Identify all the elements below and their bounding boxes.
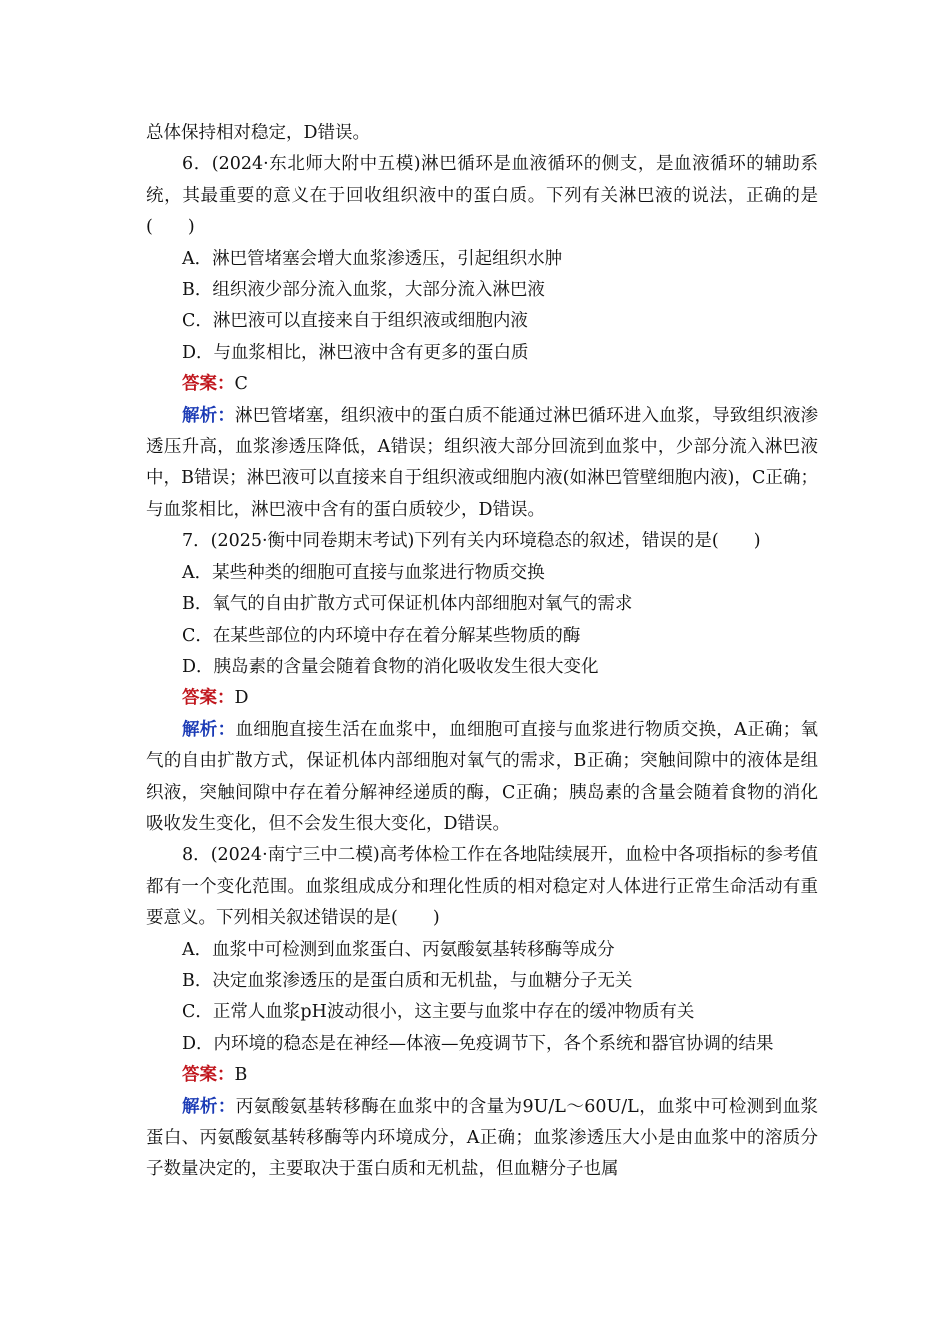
analysis-paragraph <box>146 1092 818 1186</box>
analysis-label: 解析： <box>182 719 236 740</box>
question-8 <box>146 840 818 1185</box>
option-b: B．决定血浆渗透压的是蛋白质和无机盐，与血糖分子无关 <box>182 970 633 991</box>
document-body <box>146 118 818 1186</box>
analysis-paragraph <box>146 401 818 527</box>
question-7 <box>146 526 818 840</box>
option-a: A．血浆中可检测到血浆蛋白、丙氨酸氨基转移酶等成分 <box>182 939 615 960</box>
option-a: A．淋巴管堵塞会增大血浆渗透压，引起组织水肿 <box>182 248 563 269</box>
option-b: B．氧气的自由扩散方式可保证机体内部细胞对氧气的需求 <box>182 594 633 615</box>
question-6 <box>146 149 818 526</box>
answer-line <box>146 1060 818 1091</box>
option-d: D．内环境的稳态是在神经—体液—免疫调节下，各个系统和器官协调的结果 <box>182 1033 774 1054</box>
answer-label: 答案： <box>182 374 235 395</box>
answer-line <box>146 683 818 714</box>
analysis-label: 解析： <box>182 405 236 426</box>
analysis-paragraph <box>146 715 818 841</box>
answer-value: D <box>234 688 249 709</box>
question-stem: 8．(2024·南宁三中二模)高考体检工作在各地陆续展开，血检中各项指标的参考值都有一个变化范围。血浆组成成分和理化性质的相对稳定对人体进行正常生命活动有重要意义。下列相关叙述错误的是( ) <box>146 845 818 929</box>
answer-value: C <box>234 374 248 395</box>
option-c: C．正常人血浆pH波动很小，这主要与血浆中存在的缓冲物质有关 <box>182 1002 695 1023</box>
analysis-label: 解析： <box>182 1096 236 1117</box>
question-stem: 7．(2025·衡中同卷期末考试)下列有关内环境稳态的叙述，错误的是( ) <box>182 531 761 552</box>
answer-label: 答案： <box>182 688 235 709</box>
option-d: D．与血浆相比，淋巴液中含有更多的蛋白质 <box>182 342 529 363</box>
option-b: B．组织液少部分流入血浆，大部分流入淋巴液 <box>182 280 545 301</box>
option-d: D．胰岛素的含量会随着食物的消化吸收发生很大变化 <box>182 656 599 677</box>
question-stem: 6．(2024·东北师大附中五模)淋巴循环是血液循环的侧支，是血液循环的辅助系统，其最重要的意义在于回收组织液中的蛋白质。下列有关淋巴液的说法，正确的是( ) <box>146 154 818 238</box>
answer-value: B <box>234 1065 248 1086</box>
continuation-text: 总体保持相对稳定，D错误。 <box>146 123 371 143</box>
option-c: C．淋巴液可以直接来自于组织液或细胞内液 <box>182 311 528 332</box>
analysis-text: 丙氨酸氨基转移酶在血浆中的含量为9U/L～60U/L，血浆中可检测到血浆蛋白、丙氨酸氨基转移酶等内环境成分，A正确；血浆渗透压大小是由血浆中的溶质分子数量决定的，主要取决于蛋白质和无机盐，但血糖分子也属 <box>146 1096 818 1180</box>
answer-line <box>146 369 818 400</box>
analysis-text: 淋巴管堵塞，组织液中的蛋白质不能通过淋巴循环进入血浆，导致组织液渗透压升高，血浆渗透压降低，A错误；组织液大部分回流到血浆中，少部分流入淋巴液中，B错误；淋巴液可以直接来自于组织液或细胞内液(如淋巴管壁细胞内液)，C正确；与血浆相比，淋巴液中含有的蛋白质较少，D错误。 <box>146 405 818 520</box>
option-a: A．某些种类的细胞可直接与血浆进行物质交换 <box>182 562 545 583</box>
answer-label: 答案： <box>182 1065 235 1086</box>
analysis-text: 血细胞直接生活在血浆中，血细胞可直接与血浆进行物质交换，A正确；氧气的自由扩散方式，保证机体内部细胞对氧气的需求，B正确；突触间隙中的液体是组织液，突触间隙中存在着分解神经递质的酶，C正确；胰岛素的含量会随着食物的消化吸收发生变化，但不会发生很大变化，D错误。 <box>146 719 819 834</box>
option-c: C．在某些部位的内环境中存在着分解某些物质的酶 <box>182 625 581 646</box>
